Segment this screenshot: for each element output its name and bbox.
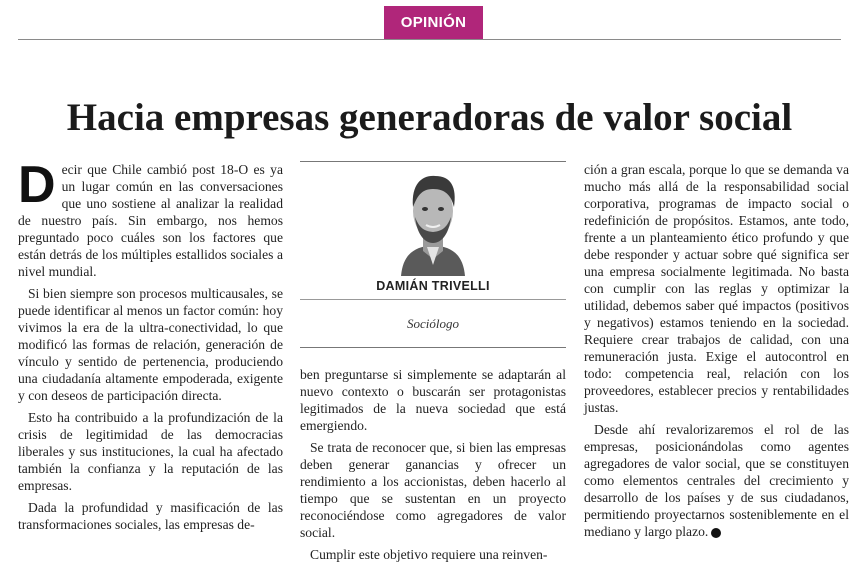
- paragraph-4: Dada la profundidad y masificación de las transformaciones sociales, las empresas de-: [18, 500, 283, 532]
- author-portrait: [399, 171, 467, 276]
- column-3: [584, 161, 849, 545]
- author-box-top-rule: [300, 161, 566, 162]
- author-box: [300, 161, 566, 348]
- paragraph-5: ben preguntarse si simplemente se adaptarán al nuevo contexto o buscarán ser protagonistas legitimados de la nueva sociedad que está emergiendo.: [300, 367, 566, 433]
- paragraph-1: [18, 156, 283, 280]
- end-of-article-icon: P: [711, 528, 721, 538]
- drop-cap: D: [18, 156, 56, 214]
- column-2: [300, 366, 566, 568]
- paragraph-2: Si bien siempre son procesos multicausales, se puede identificar al menos un factor común: hoy vivimos la era de la ultra-conectividad, lo que modificó las formas de relación, generación de vínculo y sentido de pertenencia, produciendo una ciudadanía altamente empoderada, exigente y con deseos de participación directa.: [18, 286, 283, 403]
- paragraph-6: Se trata de reconocer que, si bien las empresas deben generar ganancias y ofrecer un rendimiento a los accionistas, deben hacerlo al tiempo que se sustentan en un proyecto reconociéndose como agregadores de valor social.: [300, 440, 566, 540]
- paragraph-8: ción a gran escala, porque lo que se demanda va mucho más allá de la responsabilidad social corporativa, programas de impacto social o redefinición de propósitos. Estamos, ante todo, frente a un planteamiento ético profundo y que debe responder y actuar sobre qué significa ser una empresa socialmente legitimada. No basta con cumplir con las reglas y optimizar la utilidad, debemos saber qué impactos (positivos y negativos) estamos teniendo en la sociedad. Requiere crear trabajos de calidad, con una remuneración justa. Exige el autocontrol en todo: competencia real, relación con los proveedores, establecer precios y rentabilidades justas.: [584, 162, 849, 415]
- column-1: [18, 156, 283, 538]
- author-box-bottom-rule: [300, 347, 566, 348]
- paragraph-7: Cumplir este objetivo requiere una reinven-: [310, 547, 548, 562]
- paragraph-1-text: ecir que Chile cambió post 18-O es ya un lugar común en las conversaciones que uno sostiene al analizar la realidad de nuestro país. Sin embargo, nos hemos preguntado poco cuáles son los factores que están detrás de los múltiples estallidos sociales a nivel mundial.: [18, 162, 283, 279]
- author-name: DAMIÁN TRIVELLI: [376, 279, 490, 293]
- author-role: Sociólogo: [407, 316, 459, 331]
- article-headline: Hacia empresas generadoras de valor social: [66, 96, 793, 140]
- paragraph-3: Esto ha contribuido a la profundización de la crisis de legitimidad de las democracias liberales y sus instituciones, la cual ha afectado también la confianza y la reputación de las empresas.: [18, 410, 283, 493]
- section-divider: [18, 39, 841, 40]
- paragraph-9-text: Desde ahí revalorizaremos el rol de las empresas, posicionándolas como agentes agregadores de valor social, que se constituyen como elementos centrales del crecimiento y desarrollo de los países y de sus ciudadanos, permitiendo proyectarnos sosteniblemente en el mediano y largo plazo.: [584, 422, 849, 539]
- author-box-rule: [300, 299, 566, 300]
- paragraph-9: [584, 421, 849, 540]
- section-label: OPINIÓN: [384, 6, 483, 39]
